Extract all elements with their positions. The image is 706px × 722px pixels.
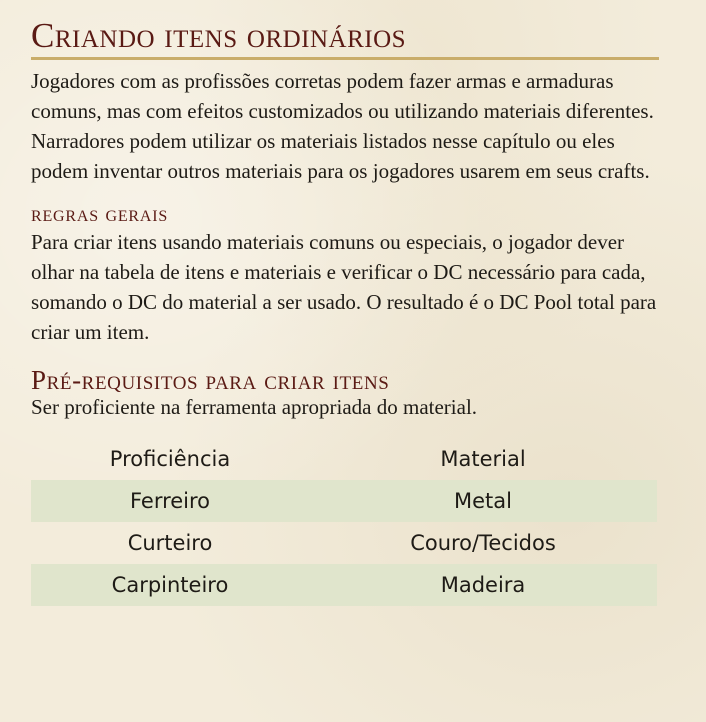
rules-heading: regras gerais [31,201,169,226]
cell-proficiency: Carpinteiro [31,564,309,606]
table-row [31,564,657,606]
intro-paragraph: Jogadores com as profissões corretas podem fazer armas e armaduras comuns, mas com efeitos customizados ou utilizando materiais diferentes. Narradores podem utilizar os materiais listados nesse capítulo ou eles podem inventar outros materiais para os jogadores usarem em seus crafts. [31,69,654,183]
prereq-paragraph: Ser proficiente na ferramenta apropriada do material. [31,395,478,419]
cell-material: Couro/Tecidos [410,531,556,555]
cell-proficiency: Ferreiro [31,480,309,522]
proficiency-table [31,438,657,606]
rules-paragraph: Para criar itens usando materiais comuns ou especiais, o jogador dever olhar na tabela de itens e materiais e verificar o DC necessário para cada, somando o DC do material a ser usado. O resultado é o DC Pool total para criar um item. [31,230,657,344]
cell-proficiency: Curteiro [127,531,213,555]
title-underline [31,57,659,60]
header-proficiency: Proficiência [109,447,231,471]
document-page [31,0,659,606]
cell-material: Madeira [309,564,657,606]
section-title: Criando itens ordinários [31,16,407,55]
table-header-row [31,438,657,480]
table-row [31,480,657,522]
table-row [31,522,657,564]
cell-material: Metal [309,480,657,522]
header-material: Material [440,447,526,471]
prereq-heading: Pré-requisitos para criar itens [31,365,390,395]
